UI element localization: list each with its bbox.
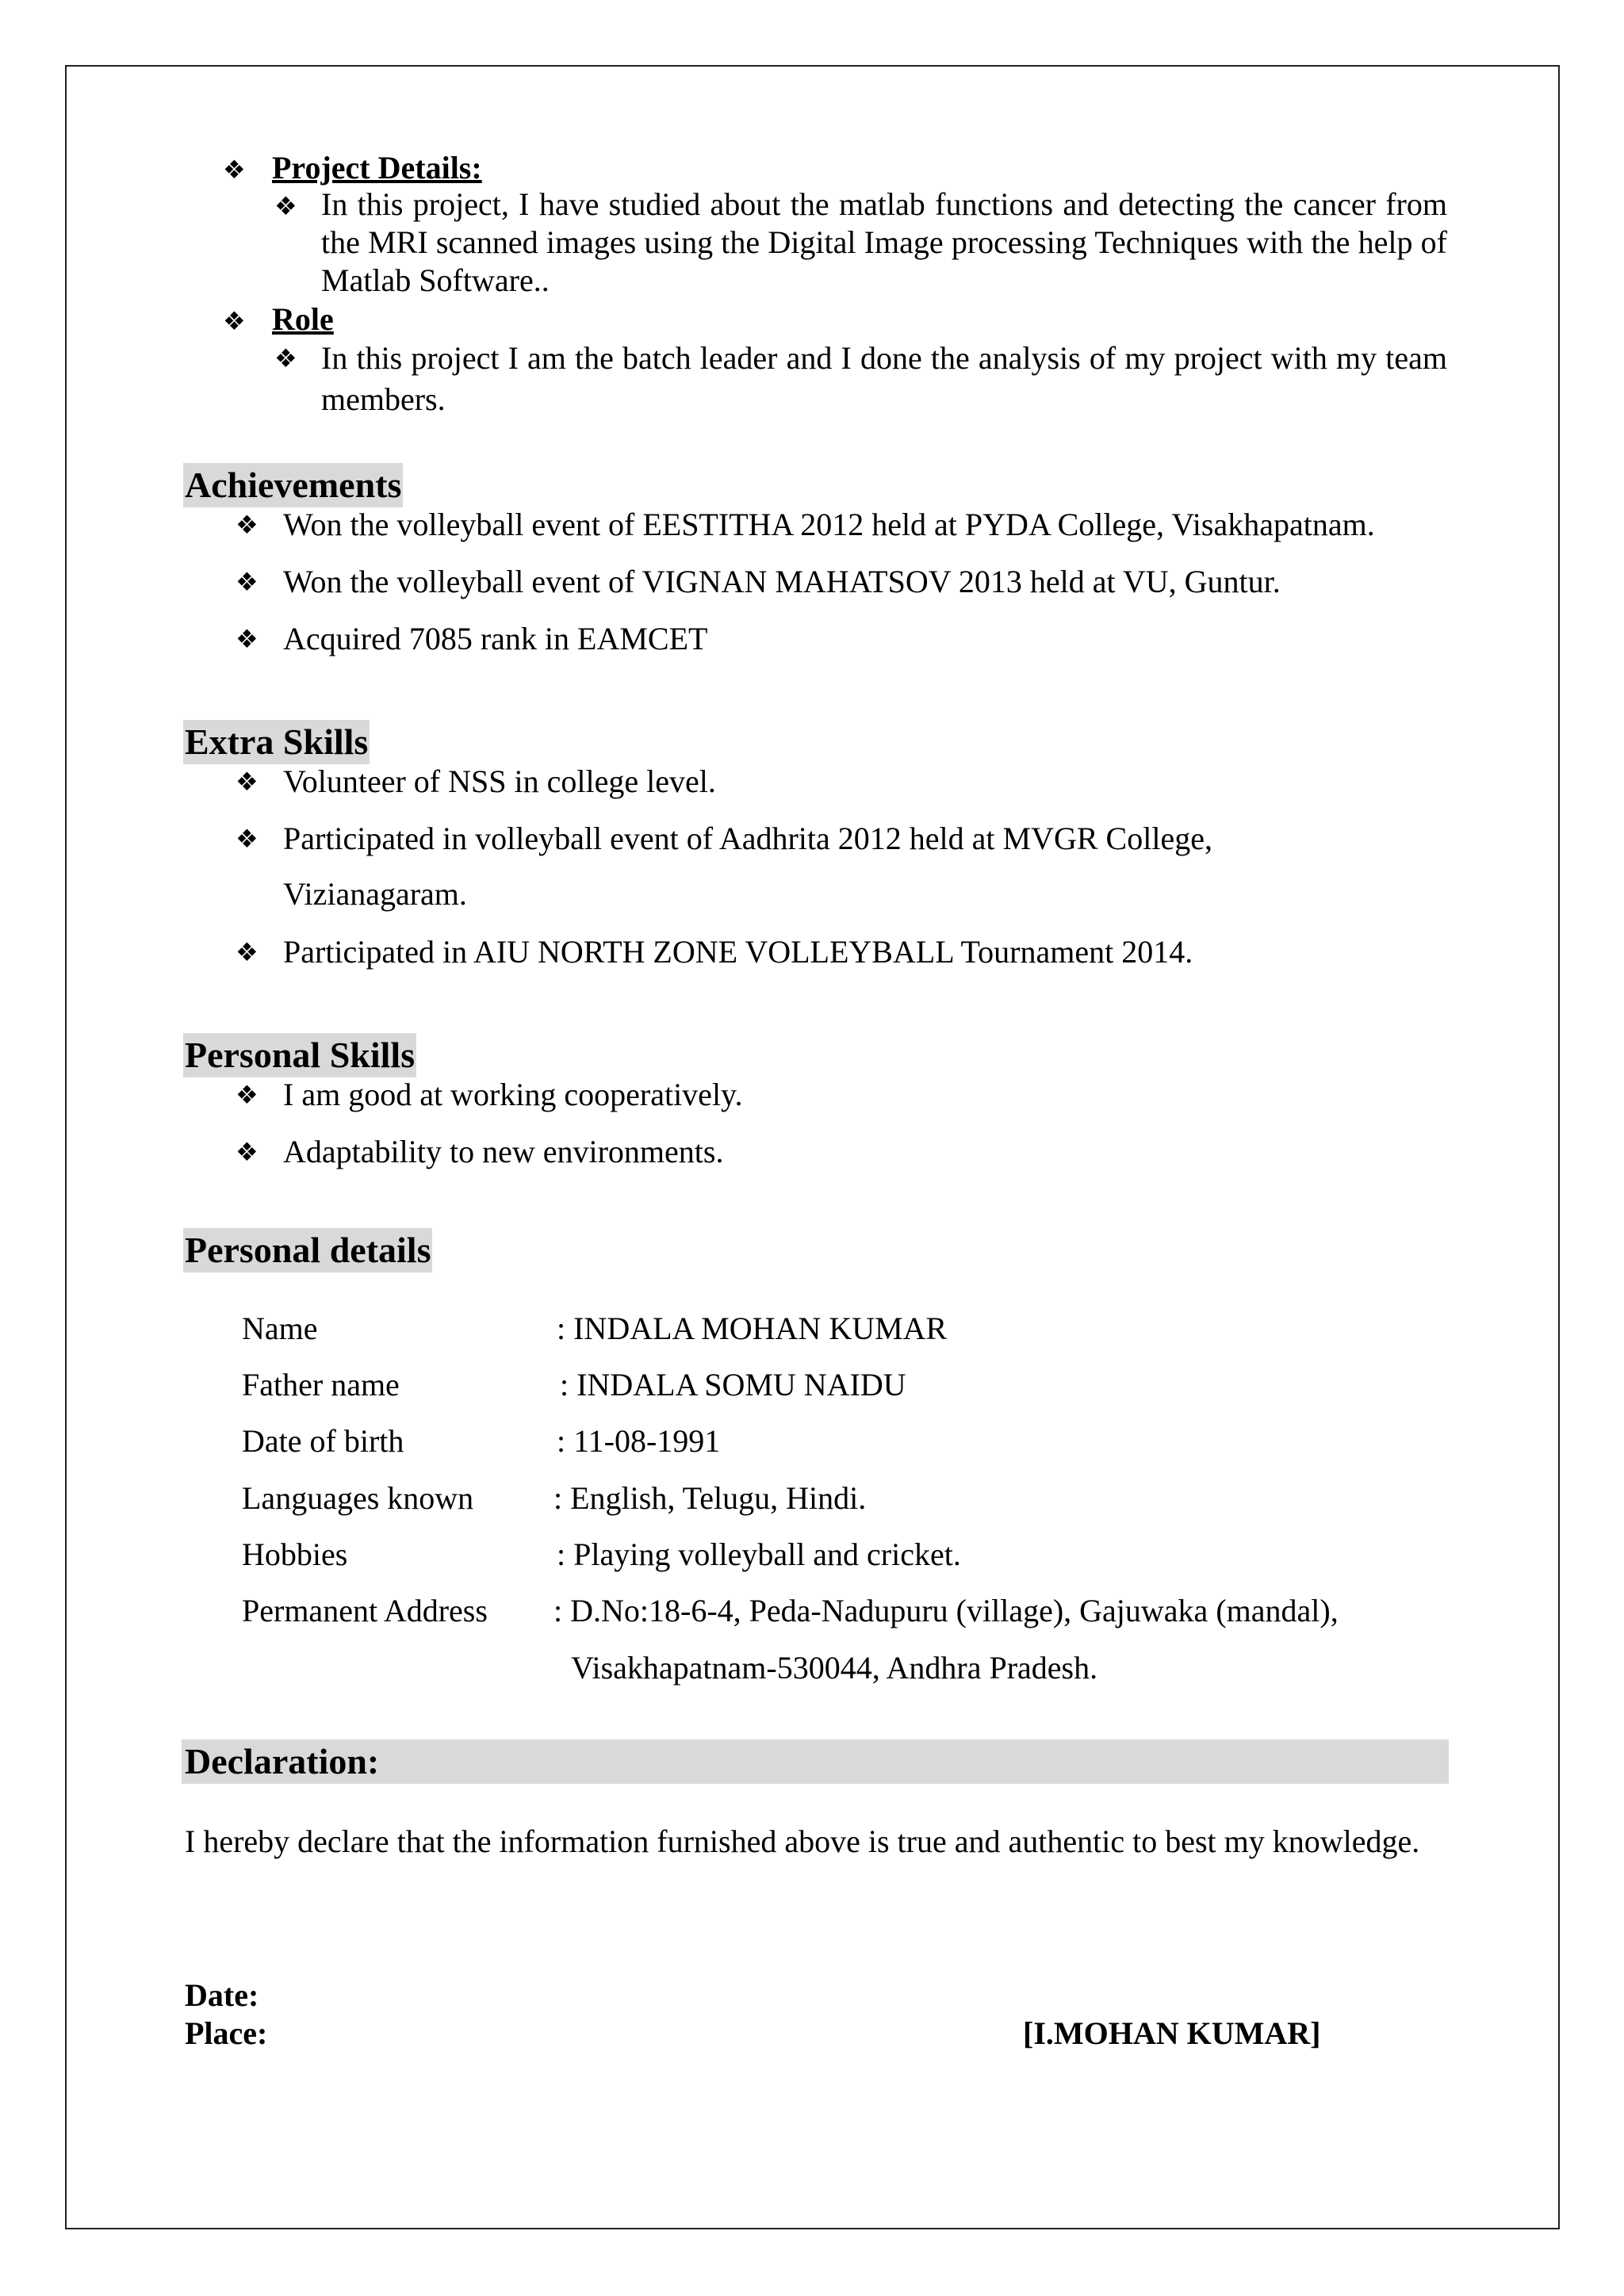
- date-label: Date:: [185, 1977, 259, 2013]
- achievement-item: Acquired 7085 rank in EAMCET: [283, 621, 708, 656]
- detail-label: Date of birth: [242, 1423, 404, 1459]
- extra-skill-item: Participated in AIU NORTH ZONE VOLLEYBALL Tournament 2014.: [283, 934, 1193, 970]
- detail-value: : INDALA MOHAN KUMAR: [557, 1311, 948, 1346]
- achievement-item: Won the volleyball event of EESTITHA 2012 held at PYDA College, Visakhapatnam.: [283, 507, 1375, 542]
- achievement-item: Won the volleyball event of VIGNAN MAHATSOV 2013 held at VU, Guntur.: [283, 564, 1281, 599]
- bullet-icon: ❖: [236, 1138, 259, 1166]
- role-heading: Role: [272, 301, 334, 337]
- bullet-icon: ❖: [236, 938, 259, 966]
- bullet-icon: ❖: [236, 625, 259, 653]
- bullet-icon: ❖: [236, 825, 259, 853]
- bullet-icon: ❖: [236, 1081, 259, 1109]
- detail-label: Permanent Address: [242, 1593, 488, 1628]
- detail-value: : D.No:18-6-4, Peda-Nadupuru (village), Gajuwaka (mandal),: [553, 1593, 1339, 1628]
- detail-label: Hobbies: [242, 1536, 348, 1572]
- bullet-icon: ❖: [236, 568, 259, 596]
- role-text: In this project I am the batch leader and I done the analysis of my project with my team members.: [321, 340, 1447, 417]
- detail-label: Father name: [242, 1367, 400, 1402]
- extra-skill-item: Participated in volleyball event of Aadhrita 2012 held at MVGR College,: [283, 821, 1212, 856]
- bullet-icon: ❖: [274, 192, 297, 220]
- personal-skill-item: Adaptability to new environments.: [283, 1134, 724, 1169]
- signature-name: [I.MOHAN KUMAR]: [1023, 2015, 1321, 2051]
- detail-label: Name: [242, 1311, 318, 1346]
- detail-label: Languages known: [242, 1480, 474, 1516]
- section-title-declaration: Declaration:: [185, 1741, 380, 1781]
- declaration-text: I hereby declare that the information furnished above is true and authentic to best my knowledge.: [185, 1823, 1420, 1859]
- personal-skill-item: I am good at working cooperatively.: [283, 1077, 743, 1112]
- bullet-icon: ❖: [223, 307, 246, 335]
- section-title-achievements: Achievements: [183, 463, 403, 507]
- detail-value: : INDALA SOMU NAIDU: [560, 1367, 906, 1402]
- place-label: Place:: [185, 2015, 268, 2051]
- section-title-personal-details: Personal details: [183, 1228, 432, 1272]
- section-title-extra-skills: Extra Skills: [183, 720, 370, 764]
- detail-value: : 11-08-1991: [557, 1423, 721, 1459]
- project-details-heading: Project Details:: [272, 150, 482, 186]
- detail-value: : Playing volleyball and cricket.: [557, 1536, 961, 1572]
- bullet-icon: ❖: [274, 344, 297, 373]
- section-title-personal-skills: Personal Skills: [183, 1033, 416, 1077]
- bullet-icon: ❖: [223, 155, 246, 184]
- project-details-text: In this project, I have studied about the matlab functions and detecting the cancer from the MRI scanned images using the Digital Image processing Techniques with the help of Matlab Software..: [321, 186, 1447, 298]
- bullet-icon: ❖: [236, 511, 259, 539]
- detail-value: : English, Telugu, Hindi.: [553, 1480, 867, 1516]
- address-continuation: Visakhapatnam-530044, Andhra Pradesh.: [571, 1650, 1098, 1686]
- extra-skill-item-continuation: Vizianagaram.: [283, 876, 467, 912]
- bullet-icon: ❖: [236, 767, 259, 796]
- extra-skill-item: Volunteer of NSS in college level.: [283, 763, 716, 799]
